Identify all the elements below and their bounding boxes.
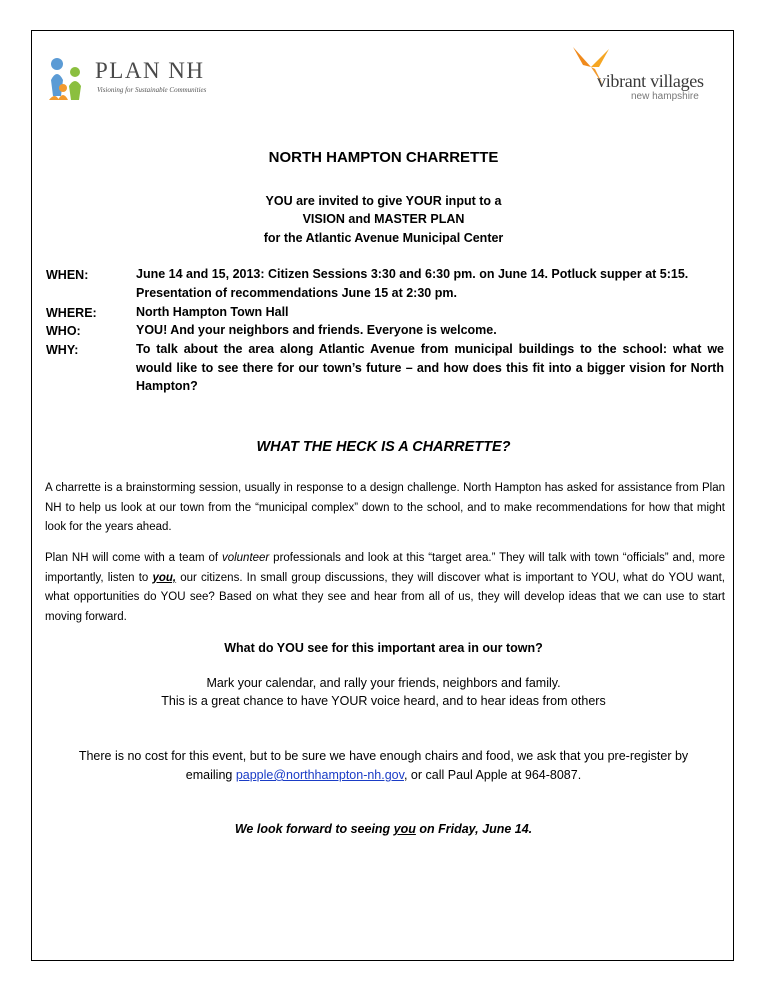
section-heading: WHAT THE HECK IS A CHARRETTE? (256, 439, 511, 455)
when-label: WHEN: (46, 268, 89, 282)
who-label: WHO: (46, 324, 81, 338)
why-value: To talk about the area along Atlantic Avenue from municipal buildings to the school: what we would like to see there for our town’s future – and how does this fit into a bigger vision for North Hampton? (136, 342, 724, 393)
para2-text-c: professionals and look at this “target area.” They will talk with town “officials” and, more importantly, listen to (45, 552, 725, 584)
page-title: NORTH HAMPTON CHARRETTE (268, 149, 499, 166)
vibrant-villages-logo (567, 43, 717, 105)
paragraph-charrette: A charrette is a brainstorming session, usually in response to a design challenge. North Hampton has asked for assistance from Plan NH to help us look at our town from the “municipal complex” down to the school, and to make recommendations for how that might look for the years ahead. (45, 482, 725, 533)
plan-nh-name: PLAN NH (95, 58, 205, 83)
email-link[interactable]: papple@northhampton-nh.gov (235, 768, 404, 782)
cost-pre: emailing (185, 768, 236, 782)
when-value-2: Presentation of recommendations June 15 at 2:30 pm. (136, 286, 457, 300)
closing-you: you (393, 822, 416, 836)
invite-line-3: for the Atlantic Avenue Municipal Center (263, 231, 504, 245)
where-value: North Hampton Town Hall (136, 305, 289, 319)
para2-you: you, (152, 571, 177, 584)
when-value-1: June 14 and 15, 2013: Citizen Sessions 3:30 and 6:30 pm. on June 14. Potluck supper at 5:15. (136, 267, 689, 281)
plan-nh-logo (45, 56, 235, 104)
closing-line (32, 822, 735, 836)
call-line-2: This is a great chance to have YOUR voice heard, and to hear ideas from others (161, 694, 606, 708)
closing-a: We look forward to seeing (234, 822, 394, 836)
vibrant-villages-sub: new hampshire (631, 91, 699, 102)
question-line: What do YOU see for this important area in our town? (224, 641, 543, 655)
where-label: WHERE: (46, 306, 97, 320)
invite-line-1: YOU are invited to give YOUR input to a (265, 194, 502, 208)
para2-text-a: Plan NH will come with a team of (45, 552, 222, 564)
paragraph-plan-nh (45, 549, 725, 627)
flyer-page (31, 30, 734, 961)
cost-line-1: There is no cost for this event, but to be sure we have enough chairs and food, we ask that you pre-register by (78, 749, 689, 763)
para2-text-e: our citizens. In small group discussions, they will discover what is important to YOU, what do YOU want, what opportunities do YOU see? Based on what they see and hear from all of us, they will develop ideas that we can use to start moving forward. (45, 571, 725, 623)
who-value: YOU! And your neighbors and friends. Everyone is welcome. (136, 323, 497, 337)
para2-volunteer: volunteer (221, 552, 270, 564)
closing-c: on Friday, June 14. (415, 822, 533, 836)
plan-nh-tagline: Visioning for Sustainable Communities (97, 86, 207, 94)
cost-post: , or call Paul Apple at 964-8087. (403, 768, 582, 782)
plan-nh-figures-icon (45, 56, 91, 102)
cost-line-2 (32, 768, 735, 782)
why-label: WHY: (46, 343, 79, 357)
vibrant-villages-name: vibrant villages (597, 71, 704, 91)
call-line-1: Mark your calendar, and rally your friends, neighbors and family. (206, 676, 561, 690)
invite-line-2: VISION and MASTER PLAN (302, 212, 465, 226)
